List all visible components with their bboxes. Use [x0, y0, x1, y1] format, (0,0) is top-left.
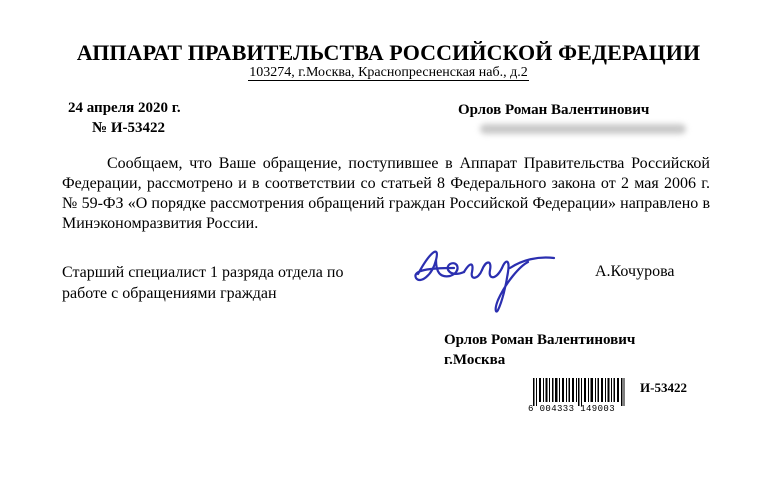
letter-paragraph: Сообщаем, что Ваше обращение, поступившее в Аппарат Правительства Российской Федерации, рассмотрено и в соответствии со статьей 8 Федерального закона от 2 мая 2006 г. № 59-ФЗ «О порядке рассмотрения обращений граждан Российской Федерации» направлено в Минэкономразвития России.	[62, 155, 710, 232]
footer-recipient-city: г.Москва	[444, 352, 506, 368]
signer-name: А.Кочурова	[595, 263, 675, 280]
signer-role: Старший специалист 1 разряда отдела по работе с обращениями граждан	[62, 264, 344, 302]
document-date: 24 апреля 2020 г.	[68, 100, 181, 116]
recipient-name: Орлов Роман Валентинович	[458, 102, 650, 118]
footer-document-number: И-53422	[640, 380, 687, 395]
redacted-recipient-address	[480, 124, 686, 134]
letter-body	[62, 154, 710, 234]
barcode-digits: 6 004333 149003	[528, 404, 616, 414]
document-title: АППАРАТ ПРАВИТЕЛЬСТВА РОССИЙСКОЙ ФЕДЕРАЦИИ	[76, 40, 701, 65]
handwritten-signature	[410, 238, 560, 318]
sender-address: 103274, г.Москва, Краснопресненская наб., д.2	[249, 65, 528, 80]
footer-recipient-name: Орлов Роман Валентинович	[444, 332, 636, 348]
document-number: № И-53422	[92, 120, 165, 136]
barcode	[533, 378, 625, 406]
